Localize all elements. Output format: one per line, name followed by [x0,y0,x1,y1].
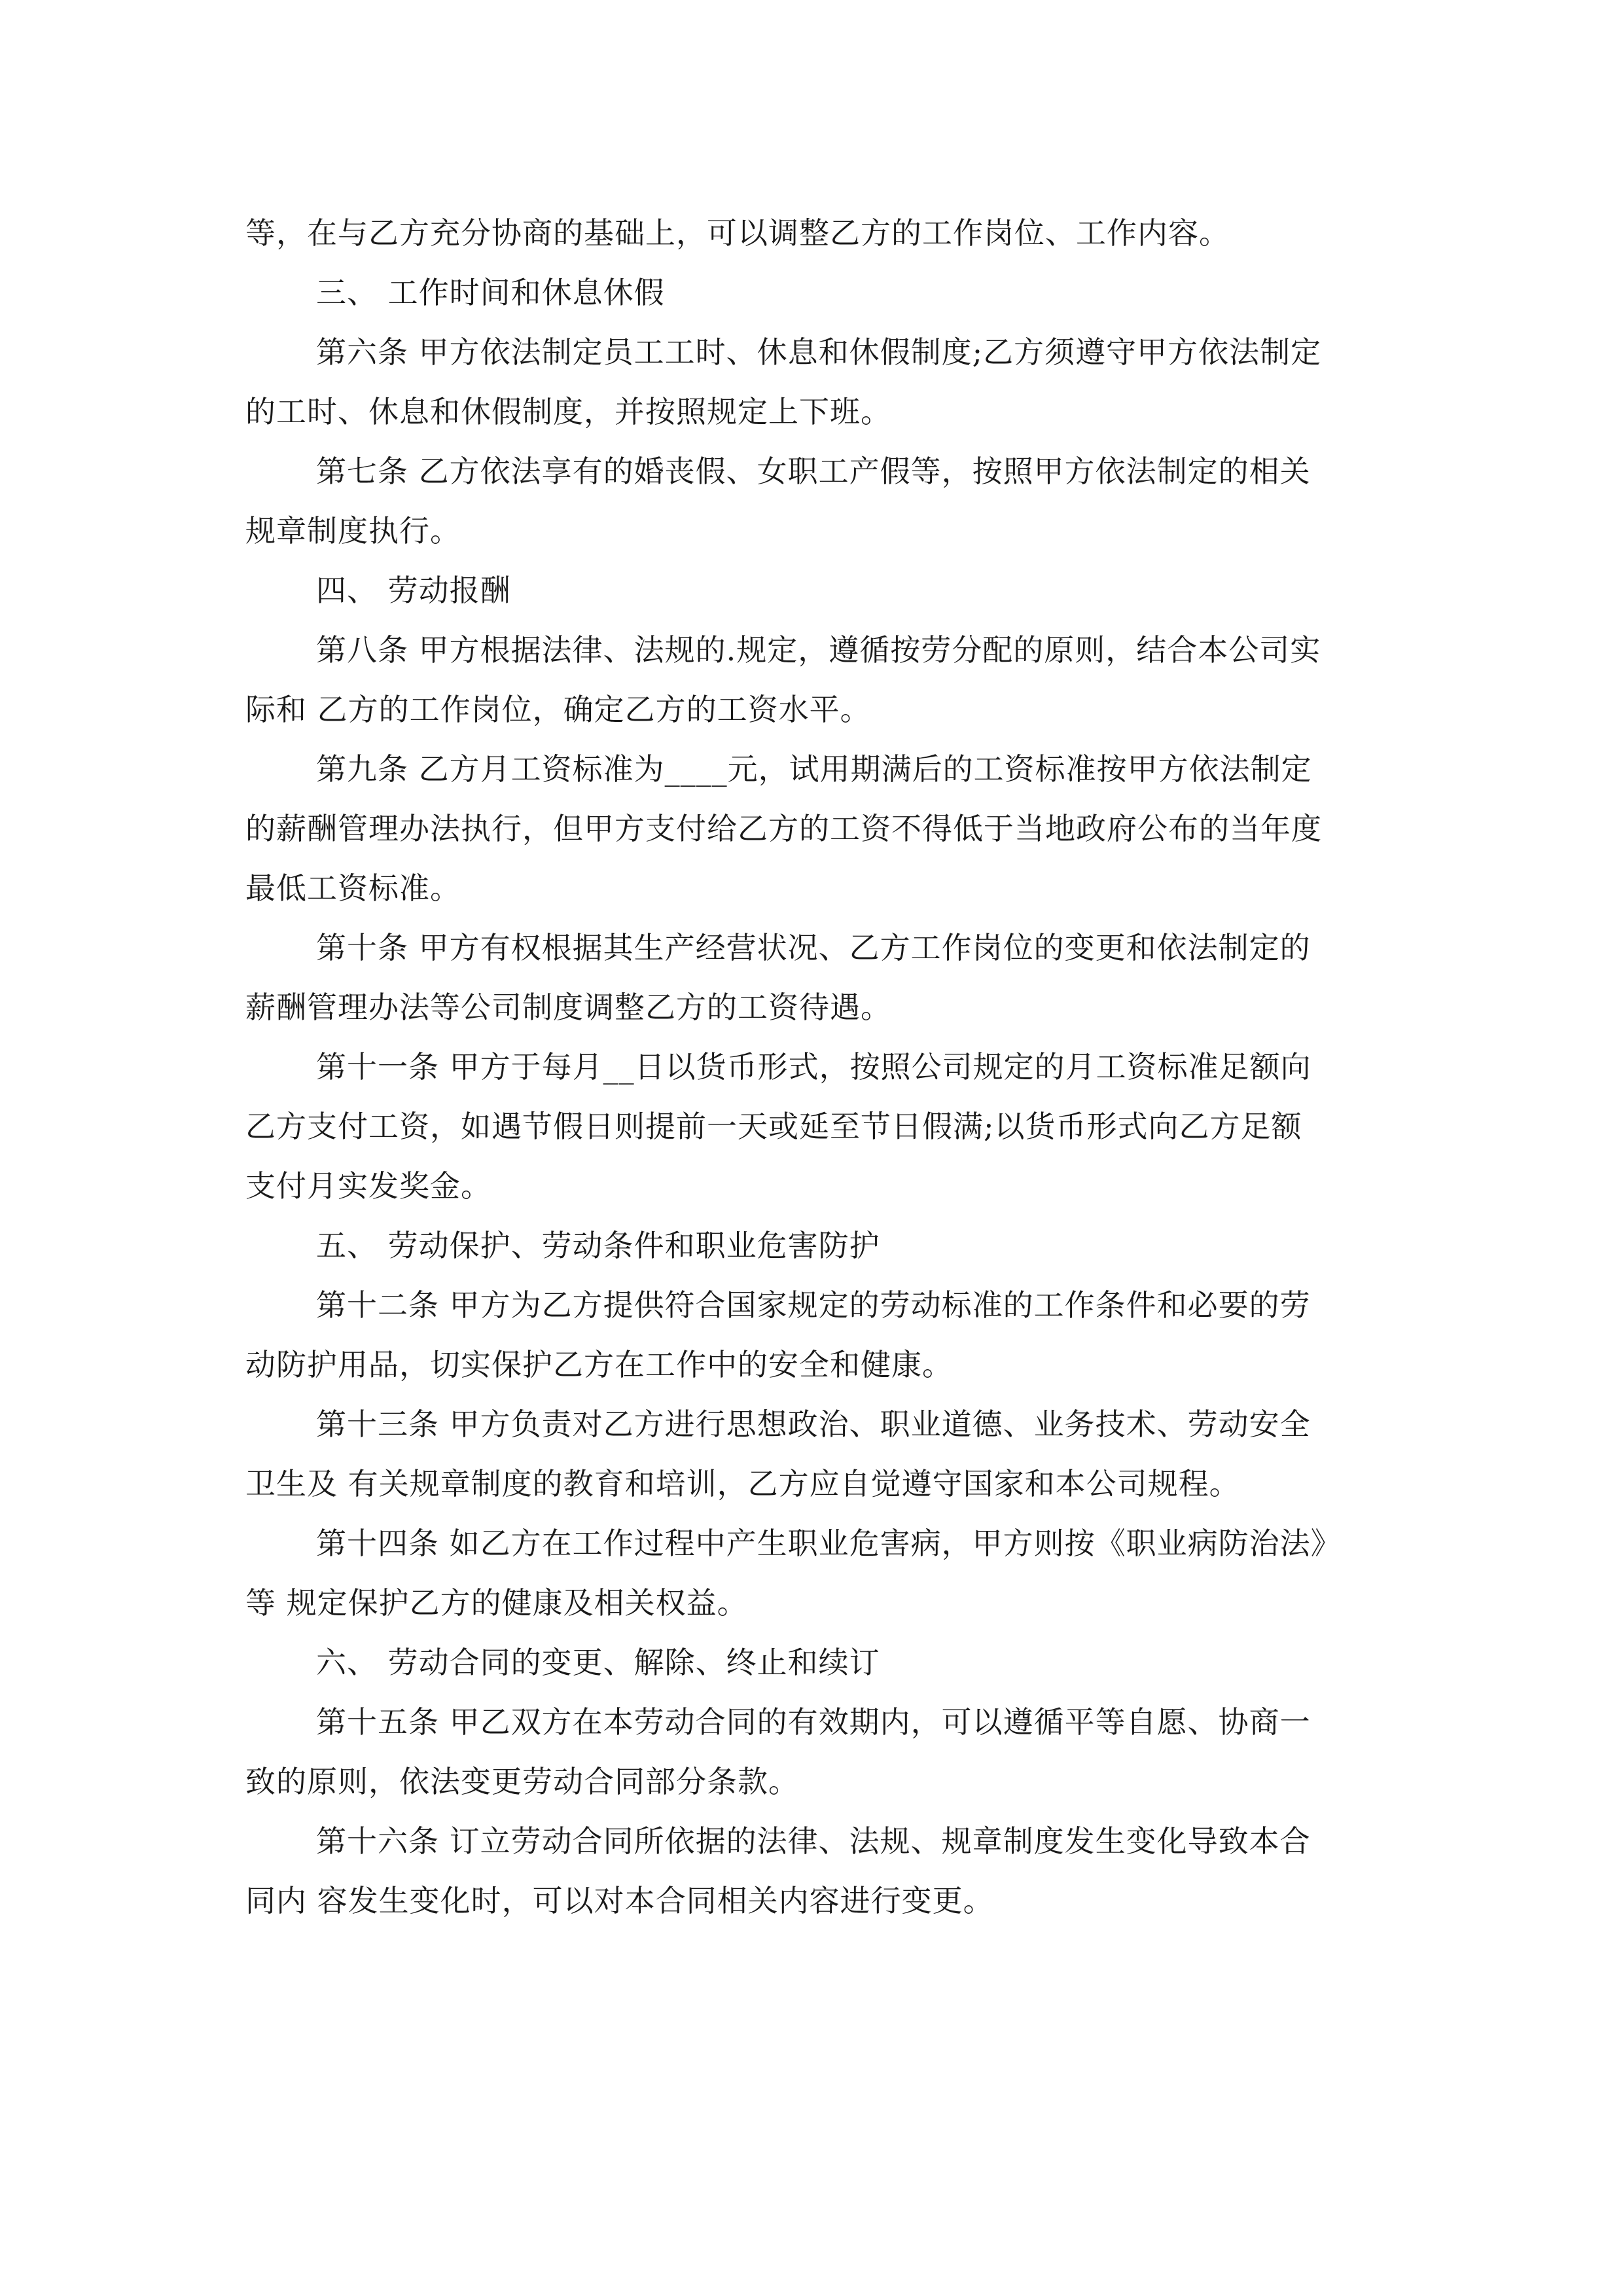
clause-line: 第十一条 甲方于每月__日以货币形式，按照公司规定的月工资标准足额向 [316,1049,1311,1085]
clause-line: 第十三条 甲方负责对乙方进行思想政治、职业道德、业务技术、劳动安全 [316,1407,1311,1442]
clause-line: 第十五条 甲乙双方在本劳动合同的有效期内，可以遵循平等自愿、协商一 [316,1704,1311,1740]
clause-line: 第十六条 订立劳动合同所依据的法律、法规、规章制度发生变化导致本合 [316,1823,1311,1859]
section-heading: 三、 工作时间和休息休假 [316,275,665,310]
text-line: 动防护用品，切实保护乙方在工作中的安全和健康。 [245,1347,953,1382]
text-line: 的工时、休息和休假制度，并按照规定上下班。 [245,394,891,429]
text-line: 的薪酬管理办法执行，但甲方支付给乙方的工资不得低于当地政府公布的当年度 [245,811,1322,846]
text-line: 等 规定保护乙方的健康及相关权益。 [245,1585,748,1621]
section-heading: 五、 劳动保护、劳动条件和职业危害防护 [316,1228,880,1263]
text-line: 等，在与乙方充分协商的基础上，可以调整乙方的工作岗位、工作内容。 [245,215,1230,251]
clause-line: 第十条 甲方有权根据其生产经营状况、乙方工作岗位的变更和依法制定的 [316,930,1311,965]
section-heading: 四、 劳动报酬 [316,573,511,608]
text-line: 薪酬管理办法等公司制度调整乙方的工资待遇。 [245,990,891,1025]
text-line: 最低工资标准。 [245,870,461,906]
text-line: 同内 容发生变化时，可以对本合同相关内容进行变更。 [245,1883,994,1918]
clause-line: 第十二条 甲方为乙方提供符合国家规定的劳动标准的工作条件和必要的劳 [316,1287,1311,1323]
clause-line: 第八条 甲方根据法律、法规的.规定，遵循按劳分配的原则，结合本公司实 [316,632,1321,668]
clause-line: 第九条 乙方月工资标准为____元，试用期满后的工资标准按甲方依法制定 [316,751,1312,787]
clause-line: 第七条 乙方依法享有的婚丧假、女职工产假等，按照甲方依法制定的相关 [316,454,1311,489]
text-line: 规章制度执行。 [245,513,461,548]
text-line: 乙方支付工资，如遇节假日则提前一天或延至节日假满;以货币形式向乙方足额 [245,1109,1302,1144]
clause-line: 第六条 甲方依法制定员工工时、休息和休假制度;乙方须遵守甲方依法制定 [316,334,1322,370]
text-line: 支付月实发奖金。 [245,1168,491,1204]
text-line: 际和 乙方的工作岗位，确定乙方的工资水平。 [245,692,871,727]
section-heading: 六、 劳动合同的变更、解除、终止和续订 [316,1645,880,1680]
text-line: 卫生及 有关规章制度的教育和培训，乙方应自觉遵守国家和本公司规程。 [245,1466,1240,1501]
text-line: 致的原则，依法变更劳动合同部分条款。 [245,1764,799,1799]
clause-line: 第十四条 如乙方在工作过程中产生职业危害病，甲方则按《职业病防治法》 [316,1526,1342,1561]
